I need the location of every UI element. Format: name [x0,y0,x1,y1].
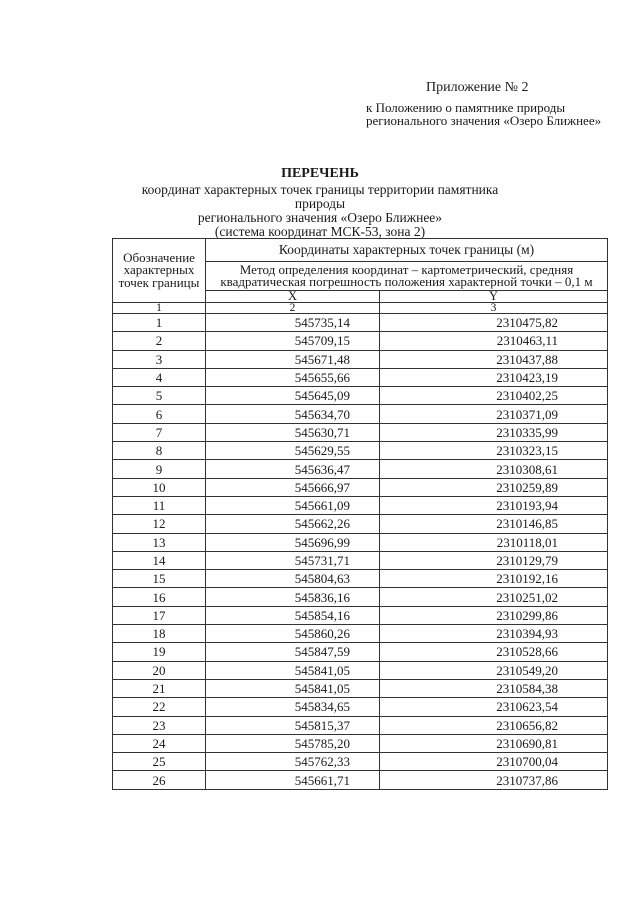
table-row [113,496,608,514]
x-coordinate-cell: 545815,37 [206,716,380,734]
y-coordinate-cell: 2310700,04 [379,753,607,771]
y-coordinate-cell: 2310528,66 [379,643,607,661]
x-coordinate-cell: 545841,05 [206,679,380,697]
x-coordinate-cell: 545762,33 [206,753,380,771]
table-row [113,368,608,386]
column-number-3: 3 [379,303,607,314]
y-coordinate-cell: 2310146,85 [379,515,607,533]
x-coordinate-cell: 545661,71 [206,771,380,789]
point-number-cell: 5 [113,387,206,405]
y-coordinate-cell: 2310118,01 [379,533,607,551]
y-coordinate-cell: 2310463,11 [379,332,607,350]
appendix-reference: к Положению о памятнике природы регионального значения «Озеро Ближнее» [366,100,602,128]
table-row [113,314,608,332]
x-coordinate-cell: 545696,99 [206,533,380,551]
y-coordinate-cell: 2310584,38 [379,679,607,697]
point-number-cell: 8 [113,442,206,460]
point-number-cell: 26 [113,771,206,789]
point-number-cell: 20 [113,661,206,679]
table-row [113,442,608,460]
x-coordinate-cell: 545834,65 [206,698,380,716]
x-coordinate-cell: 545847,59 [206,643,380,661]
point-number-cell: 10 [113,478,206,496]
point-number-cell: 24 [113,734,206,752]
point-number-cell: 17 [113,606,206,624]
point-number-cell: 23 [113,716,206,734]
table-row [113,679,608,697]
table-row [113,716,608,734]
point-number-cell: 16 [113,588,206,606]
coordinates-table [112,238,608,790]
table-row [113,643,608,661]
table-row [113,423,608,441]
x-coordinate-cell: 545661,09 [206,496,380,514]
y-coordinate-cell: 2310251,02 [379,588,607,606]
x-coordinate-cell: 545836,16 [206,588,380,606]
appendix-title: Приложение № 2 [426,80,529,95]
x-coordinate-cell: 545735,14 [206,314,380,332]
y-coordinate-cell: 2310192,16 [379,570,607,588]
x-coordinate-cell: 545662,26 [206,515,380,533]
table-row [113,753,608,771]
point-number-cell: 18 [113,625,206,643]
point-number-cell: 1 [113,314,206,332]
y-coordinate-cell: 2310335,99 [379,423,607,441]
point-number-cell: 21 [113,679,206,697]
table-row [113,551,608,569]
point-number-cell: 2 [113,332,206,350]
point-name-header: Обозначение характерных точек границы [113,239,206,303]
table-row [113,588,608,606]
table-row [113,405,608,423]
table-row [113,515,608,533]
y-coordinate-cell: 2310690,81 [379,734,607,752]
point-number-cell: 7 [113,423,206,441]
point-number-cell: 19 [113,643,206,661]
table-row [113,387,608,405]
method-header: Метод определения координат – картометрический, средняя квадратическая погрешность положения характерной точки – 0,1 м [206,262,608,291]
column-number-1: 1 [113,303,206,314]
subtitle-line-1: координат характерных точек границы территории памятника природы [141,182,499,211]
table-row [113,460,608,478]
point-number-cell: 15 [113,570,206,588]
x-coordinate-cell: 545666,97 [206,478,380,496]
subtitle-line-2: регионального значения «Озеро Ближнее» [197,210,443,225]
point-number-cell: 14 [113,551,206,569]
y-coordinate-cell: 2310656,82 [379,716,607,734]
x-coordinate-cell: 545854,16 [206,606,380,624]
y-coordinate-cell: 2310323,15 [379,442,607,460]
table-row [113,698,608,716]
x-coordinate-cell: 545841,05 [206,661,380,679]
point-number-cell: 11 [113,496,206,514]
x-coordinate-cell: 545645,09 [206,387,380,405]
x-coordinate-cell: 545731,71 [206,551,380,569]
x-coordinate-cell: 545804,63 [206,570,380,588]
subtitle-line-3: (система координат МСК-53, зона 2) [214,224,426,239]
point-number-cell: 25 [113,753,206,771]
point-number-cell: 22 [113,698,206,716]
table-row [113,570,608,588]
table-row [113,734,608,752]
y-coordinate-cell: 2310308,61 [379,460,607,478]
y-coordinate-cell: 2310475,82 [379,314,607,332]
x-coordinate-cell: 545860,26 [206,625,380,643]
point-number-cell: 13 [113,533,206,551]
y-coordinate-cell: 2310402,25 [379,387,607,405]
table-row [113,332,608,350]
point-number-cell: 4 [113,368,206,386]
point-number-cell: 3 [113,350,206,368]
y-coordinate-cell: 2310193,94 [379,496,607,514]
point-number-cell: 12 [113,515,206,533]
table-row [113,478,608,496]
x-column-header: X [206,291,380,303]
x-coordinate-cell: 545671,48 [206,350,380,368]
document-title: ПЕРЕЧЕНЬ [281,166,359,181]
point-number-cell: 9 [113,460,206,478]
y-coordinate-cell: 2310129,79 [379,551,607,569]
x-coordinate-cell: 545636,47 [206,460,380,478]
y-coordinate-cell: 2310623,54 [379,698,607,716]
point-number-cell: 6 [113,405,206,423]
table-row [113,606,608,624]
x-coordinate-cell: 545709,15 [206,332,380,350]
document-subtitle [120,183,520,239]
table-row [113,533,608,551]
x-coordinate-cell: 545630,71 [206,423,380,441]
y-coordinate-cell: 2310423,19 [379,368,607,386]
x-coordinate-cell: 545634,70 [206,405,380,423]
x-coordinate-cell: 545785,20 [206,734,380,752]
y-coordinate-cell: 2310737,86 [379,771,607,789]
table-row [113,771,608,789]
y-coordinate-cell: 2310259,89 [379,478,607,496]
x-coordinate-cell: 545629,55 [206,442,380,460]
y-coordinate-cell: 2310549,20 [379,661,607,679]
table-row [113,661,608,679]
table-row [113,350,608,368]
table-row [113,625,608,643]
y-coordinate-cell: 2310299,86 [379,606,607,624]
table-body [113,314,608,790]
x-coordinate-cell: 545655,66 [206,368,380,386]
column-number-2: 2 [206,303,380,314]
coordinates-header: Координаты характерных точек границы (м) [206,239,608,262]
y-coordinate-cell: 2310371,09 [379,405,607,423]
y-column-header: Y [379,291,607,303]
y-coordinate-cell: 2310437,88 [379,350,607,368]
y-coordinate-cell: 2310394,93 [379,625,607,643]
